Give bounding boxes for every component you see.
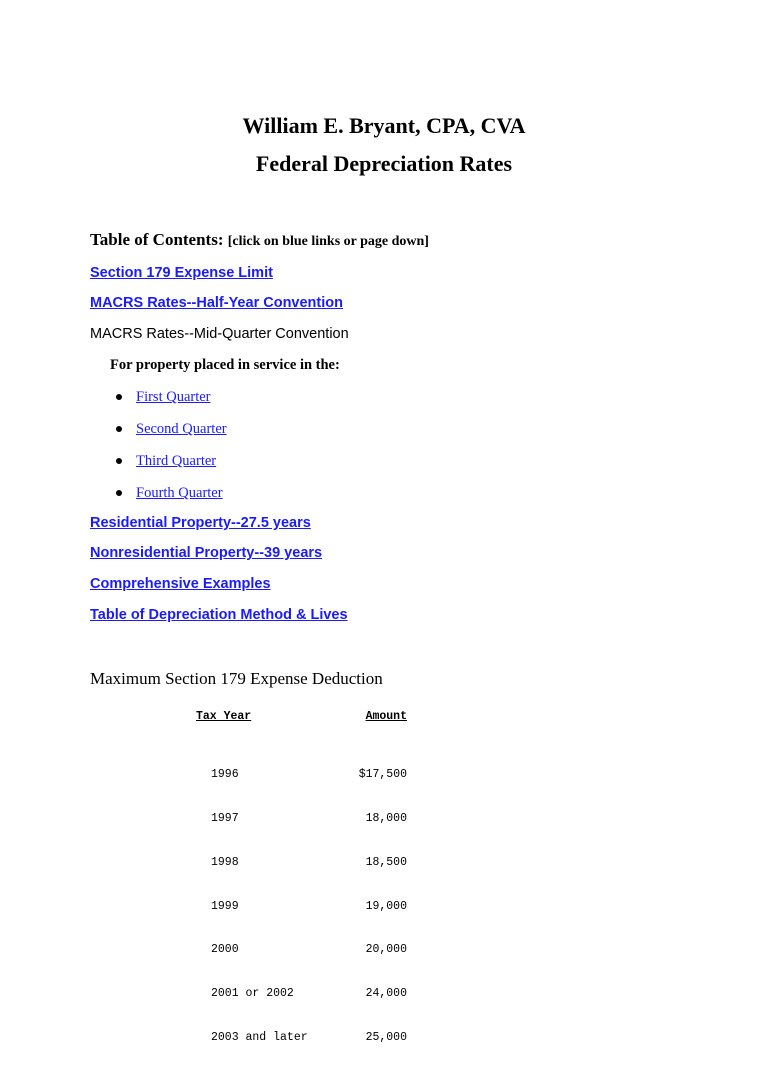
table-row — [211, 768, 407, 783]
toc-heading-hint: [click on blue links or page down] — [227, 234, 429, 249]
link-depreciation-methods[interactable]: Table of Depreciation Method & Lives — [90, 607, 348, 623]
link-third-quarter[interactable]: Third Quarter — [136, 453, 217, 469]
cell-amount: 25,000 — [365, 1030, 407, 1044]
table-row — [211, 812, 407, 827]
table-row — [211, 900, 407, 915]
bullet-icon — [116, 490, 122, 496]
page-title-subject: Federal Depreciation Rates — [255, 151, 513, 176]
cell-tax-year: 1999 — [211, 899, 239, 913]
cell-amount: 18,500 — [365, 855, 407, 869]
link-comprehensive-examples[interactable]: Comprehensive Examples — [90, 576, 271, 592]
bullet-icon — [116, 426, 122, 432]
bullet-icon — [116, 394, 122, 400]
cell-amount: $17,500 — [358, 768, 407, 782]
section-179-heading: Maximum Section 179 Expense Deduction — [90, 669, 383, 688]
bullet-icon — [116, 458, 122, 464]
column-header-tax-year: Tax Year — [196, 710, 252, 723]
cell-tax-year: 1998 — [211, 855, 239, 869]
cell-tax-year: 1997 — [211, 811, 239, 825]
table-row — [211, 987, 407, 1002]
table-row — [211, 1031, 407, 1046]
table-row — [211, 856, 407, 871]
table-row — [211, 943, 407, 958]
cell-tax-year: 2003 and later — [211, 1030, 308, 1044]
link-nonresidential-property[interactable]: Nonresidential Property--39 years — [90, 545, 323, 561]
cell-tax-year: 2001 or 2002 — [211, 987, 294, 1001]
link-residential-property[interactable]: Residential Property--27.5 years — [90, 515, 311, 531]
cell-amount: 19,000 — [365, 899, 407, 913]
cell-tax-year: 1996 — [211, 768, 239, 782]
link-second-quarter[interactable]: Second Quarter — [136, 421, 227, 437]
mid-quarter-label: MACRS Rates--Mid-Quarter Convention — [90, 326, 349, 342]
link-first-quarter[interactable]: First Quarter — [136, 389, 211, 405]
section-179-table — [211, 739, 407, 1060]
column-header-amount: Amount — [365, 710, 407, 723]
cell-amount: 24,000 — [365, 987, 407, 1001]
toc-heading — [90, 229, 429, 253]
page-title-author: William E. Bryant, CPA, CVA — [242, 113, 526, 138]
link-macrs-half-year[interactable]: MACRS Rates--Half-Year Convention — [90, 295, 343, 311]
link-fourth-quarter[interactable]: Fourth Quarter — [136, 485, 223, 501]
toc-heading-label: Table of Contents: — [90, 230, 224, 249]
cell-amount: 18,000 — [365, 811, 407, 825]
link-section-179[interactable]: Section 179 Expense Limit — [90, 265, 273, 281]
cell-tax-year: 2000 — [211, 943, 239, 957]
quarter-intro-text: For property placed in service in the: — [110, 357, 340, 373]
cell-amount: 20,000 — [365, 943, 407, 957]
